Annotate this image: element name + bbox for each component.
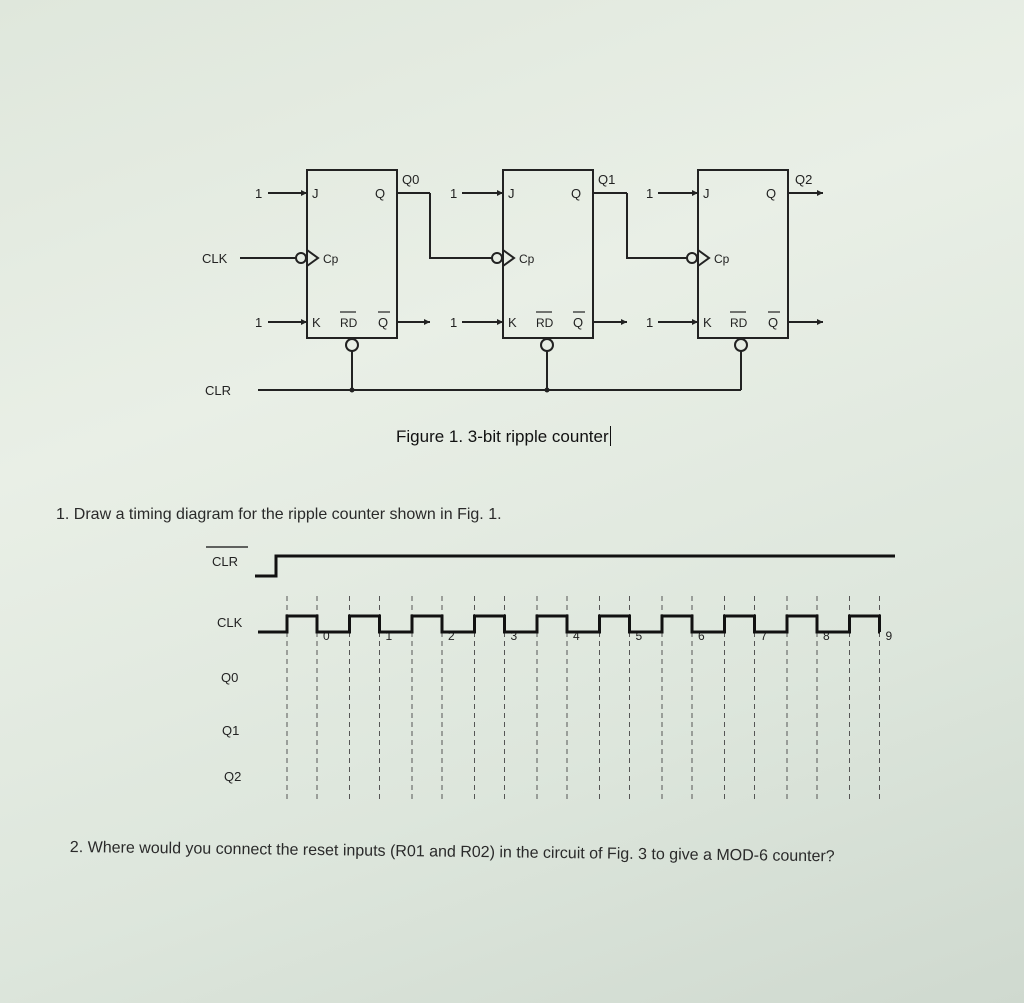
- ff1-rd-label: RD: [536, 316, 554, 330]
- ff1-j-label: J: [508, 186, 515, 201]
- figure-caption: [396, 426, 611, 447]
- question-1: 1. Draw a timing diagram for the ripple counter shown in Fig. 1.: [56, 506, 502, 523]
- pulse-number: 5: [635, 629, 643, 643]
- ff2-output-label: Q2: [795, 172, 813, 187]
- ff2-k-label: K: [703, 315, 712, 330]
- pulse-number: 8: [823, 629, 830, 643]
- ff2-j-input: 1: [646, 186, 654, 201]
- ff0-k-label: K: [312, 315, 321, 330]
- clk-waveform: [258, 616, 880, 632]
- ff2-k-input: 1: [646, 315, 654, 330]
- timing-label-clk: CLK: [217, 615, 243, 630]
- ff2-q-label: Q: [766, 186, 777, 201]
- ff0-output-label: Q0: [402, 172, 420, 187]
- question-2: 2. Where would you connect the reset inputs (R01 and R02) in the circuit of Fig. 3 to give a MOD-6 counter?: [69, 838, 835, 866]
- ff2-qbar-label: Q: [768, 315, 779, 330]
- pulse-number: 7: [760, 629, 768, 643]
- clk-waveform-group: [258, 596, 893, 802]
- pulse-number: 6: [698, 629, 705, 643]
- pulse-number: 3: [510, 629, 518, 643]
- ff0-j-label: J: [312, 186, 319, 201]
- pulse-number: 9: [885, 629, 893, 643]
- ff1-k-label: K: [508, 315, 517, 330]
- pulse-number: 2: [448, 629, 455, 643]
- ff2-cp-label: Cp: [714, 252, 730, 266]
- timing-label-clr: CLR: [212, 554, 239, 569]
- clk-label: CLK: [202, 251, 228, 266]
- ff0-j-input: 1: [255, 186, 263, 201]
- timing-label-q1: Q1: [222, 723, 240, 738]
- pulse-number: 0: [323, 629, 330, 643]
- pulse-number: 1: [385, 629, 393, 643]
- text-cursor: [610, 426, 611, 446]
- ff2-rd-label: RD: [730, 316, 748, 330]
- ff0-cp-label: Cp: [323, 252, 339, 266]
- pulse-number: 4: [573, 629, 580, 643]
- timing-label-q0: Q0: [221, 670, 239, 685]
- ff1-cp-label: Cp: [519, 252, 535, 266]
- ff1-output-label: Q1: [598, 172, 616, 187]
- timing-label-q2: Q2: [224, 769, 242, 784]
- ff2-j-label: J: [703, 186, 710, 201]
- ff1-q-label: Q: [571, 186, 582, 201]
- ff1-k-input: 1: [450, 315, 458, 330]
- ff1-qbar-label: Q: [573, 315, 584, 330]
- ff1-j-input: 1: [450, 186, 458, 201]
- ripple-counter-circuit: [0, 0, 1024, 420]
- ff0-qbar-label: Q: [378, 315, 389, 330]
- figure-caption-text: Figure 1. 3-bit ripple counter: [396, 427, 609, 446]
- ff0-q-label: Q: [375, 186, 386, 201]
- clr-label: CLR: [205, 383, 232, 398]
- clr-waveform: [255, 556, 895, 576]
- ff0-k-input: 1: [255, 315, 263, 330]
- ff0-rd-label: RD: [340, 316, 358, 330]
